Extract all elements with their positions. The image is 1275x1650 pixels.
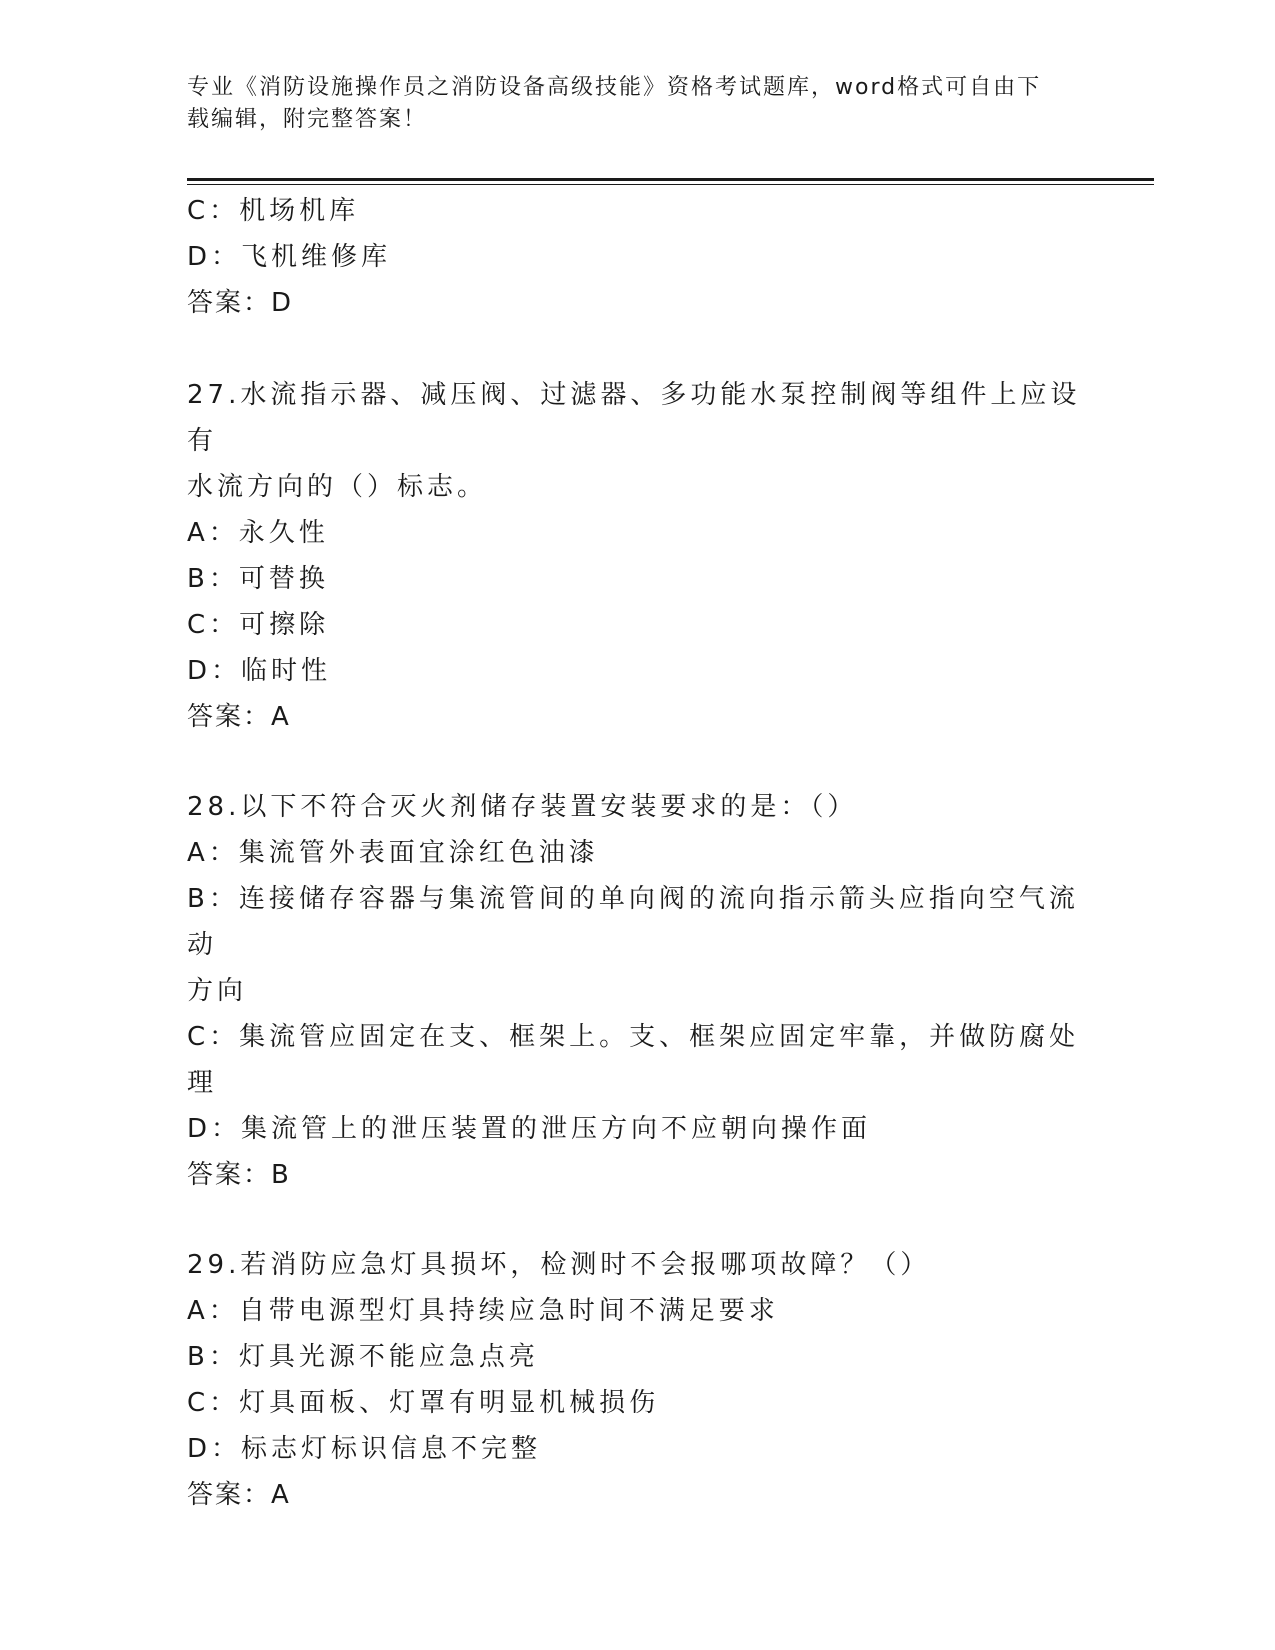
answer-line: 答案：A	[187, 702, 291, 732]
spacer	[187, 740, 1087, 784]
option-a: A：集流管外表面宜涂红色油漆	[187, 838, 599, 868]
question-28	[187, 784, 1087, 1198]
question-content	[187, 188, 1087, 1518]
question-stem: 27.水流指示器、减压阀、过滤器、多功能水泵控制阀等组件上应设有	[187, 380, 1081, 456]
option-b: B：灯具光源不能应急点亮	[187, 1342, 539, 1372]
answer-line: 答案：B	[187, 1160, 291, 1190]
header-line-1: 专业《消防设施操作员之消防设备高级技能》资格考试题库，word格式可自由下	[187, 75, 1042, 100]
header-line-2: 载编辑，附完整答案！	[187, 107, 428, 132]
question-stem: 29.若消防应急灯具损坏，检测时不会报哪项故障？（）	[187, 1250, 931, 1280]
option-d: D：临时性	[187, 656, 332, 686]
header-divider-thick	[187, 178, 1154, 181]
option-c: C：可擦除	[187, 610, 330, 640]
option-d: D：标志灯标识信息不完整	[187, 1434, 542, 1464]
option-c: C：机场机库	[187, 196, 360, 226]
option-d: D：集流管上的泄压装置的泄压方向不应朝向操作面	[187, 1114, 872, 1144]
question-26-tail	[187, 188, 1087, 326]
answer-line: 答案：A	[187, 1480, 291, 1510]
spacer	[187, 326, 1087, 372]
document-header	[187, 72, 1087, 136]
option-a: A：永久性	[187, 518, 329, 548]
option-b-continued: 方向	[187, 976, 248, 1006]
spacer	[187, 1198, 1087, 1242]
question-stem: 28.以下不符合灭火剂储存装置安装要求的是：（）	[187, 792, 858, 822]
answer-line: 答案：D	[187, 288, 294, 318]
option-b: B：连接储存容器与集流管间的单向阀的流向指示箭头应指向空气流动	[187, 884, 1079, 960]
option-d: D：飞机维修库	[187, 242, 392, 272]
option-c: C：集流管应固定在支、框架上。支、框架应固定牢靠，并做防腐处理	[187, 1022, 1080, 1098]
header-divider-thin	[187, 184, 1154, 185]
question-29	[187, 1242, 1087, 1518]
option-b: B：可替换	[187, 564, 329, 594]
question-stem-continued: 水流方向的（）标志。	[187, 472, 488, 502]
option-c: C：灯具面板、灯罩有明显机械损伤	[187, 1388, 660, 1418]
option-a: A：自带电源型灯具持续应急时间不满足要求	[187, 1296, 779, 1326]
question-27	[187, 372, 1087, 740]
